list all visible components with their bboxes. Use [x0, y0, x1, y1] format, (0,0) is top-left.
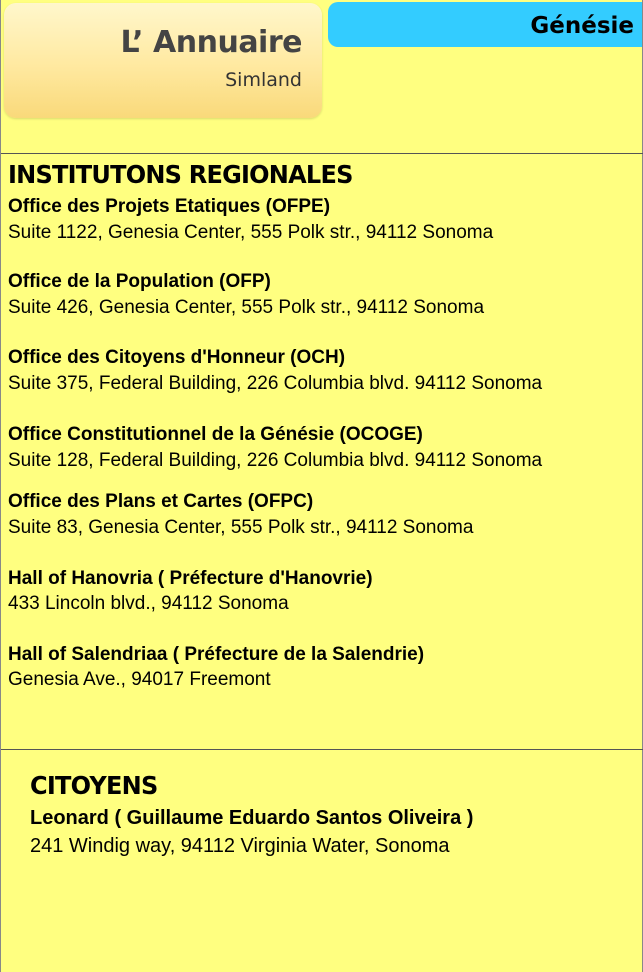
citizen-name: Leonard ( Guillaume Eduardo Santos Oliveira ): [30, 807, 474, 829]
citizens-title: CITOYENS: [30, 771, 158, 800]
institution-name: Office des Plans et Cartes (OFPC): [8, 491, 314, 512]
divider-top: [1, 153, 643, 154]
logo-title: L’ Annuaire: [120, 25, 302, 60]
institution-address: Genesia Ave., 94017 Freemont: [8, 669, 271, 690]
annuaire-logo: [4, 3, 322, 118]
institution-address: Suite 1122, Genesia Center, 555 Polk str., 94112 Sonoma: [8, 222, 494, 243]
institution-address: Suite 83, Genesia Center, 555 Polk str., 94112 Sonoma: [8, 517, 474, 538]
institution-name: Hall of Hanovria ( Préfecture d'Hanovrie): [8, 568, 373, 589]
institution-name: Office des Projets Etatiques (OFPE): [8, 196, 331, 217]
region-tab[interactable]: [328, 2, 642, 47]
institution-address: Suite 128, Federal Building, 226 Columbia blvd. 94112 Sonoma: [8, 450, 543, 471]
institution-address: Suite 426, Genesia Center, 555 Polk str., 94112 Sonoma: [8, 297, 485, 318]
region-tab-label: Génésie: [530, 13, 634, 39]
divider-bottom: [1, 749, 643, 750]
institution-address: 433 Lincoln blvd., 94112 Sonoma: [8, 593, 289, 614]
institution-name: Hall of Salendriaa ( Préfecture de la Salendrie): [8, 644, 425, 665]
citizen-address: 241 Windig way, 94112 Virginia Water, Sonoma: [30, 835, 450, 857]
institution-address: Suite 375, Federal Building, 226 Columbia blvd. 94112 Sonoma: [8, 373, 543, 394]
institutions-title: INSTITUTONS REGIONALES: [8, 160, 353, 189]
logo-subtitle: Simland: [225, 69, 302, 91]
institution-name: Office Constitutionnel de la Génésie (OCOGE): [8, 424, 423, 445]
institution-name: Office des Citoyens d'Honneur (OCH): [8, 347, 346, 368]
institution-name: Office de la Population (OFP): [8, 271, 271, 292]
